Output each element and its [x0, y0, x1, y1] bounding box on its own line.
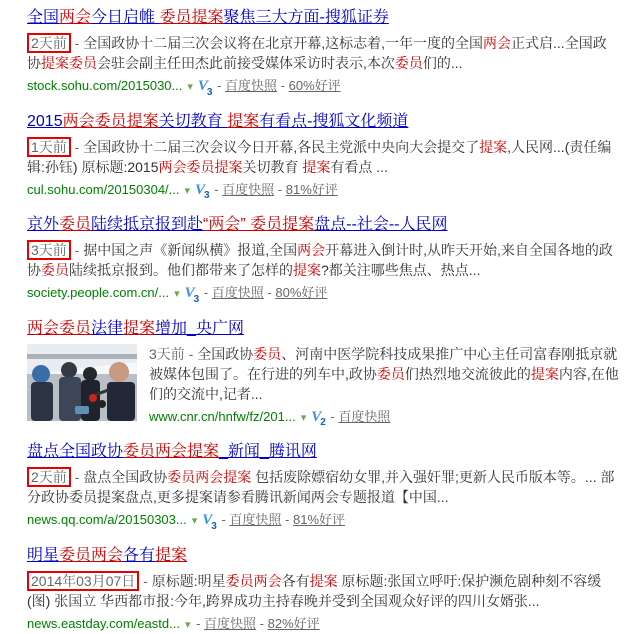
search-result	[27, 319, 619, 431]
highlighted-keyword: 两会	[59, 9, 92, 26]
result-body	[27, 240, 619, 307]
result-thumbnail[interactable]	[27, 344, 137, 421]
text-segment: 们的...	[422, 55, 463, 71]
snippet-text	[27, 242, 613, 278]
result-content	[27, 571, 619, 634]
v-letter: V	[202, 512, 213, 529]
text-segment: 盘点全国政协	[27, 443, 124, 461]
highlighted-keyword: 提案	[293, 262, 321, 279]
result-date: 3天前	[149, 345, 185, 362]
text-segment: 全国政协十二届三次会议将在北京开幕,这标志着,一年一度的全国	[83, 35, 484, 51]
rating-link[interactable]: 82%好评	[267, 615, 320, 631]
result-date: 2天前	[27, 467, 71, 487]
baidu-v-badge[interactable]	[184, 285, 201, 305]
chevron-down-icon[interactable]: ▾	[174, 288, 180, 301]
result-content	[27, 467, 619, 534]
text-segment: ,人民网...(责任编辑:孙钰) 原标题:2015	[27, 138, 612, 175]
separator: -	[192, 615, 205, 631]
snippet-text	[149, 346, 619, 402]
result-body	[27, 344, 619, 431]
highlighted-keyword: 委员两会提案	[123, 443, 220, 461]
baidu-snapshot-link[interactable]: 百度快照	[338, 408, 391, 424]
highlighted-keyword: 委员两会	[59, 546, 124, 564]
highlighted-keyword: 提案	[479, 138, 508, 155]
text-segment: 关切教育	[158, 112, 228, 130]
v-level: 3	[204, 190, 210, 202]
text-segment: 内容,在他们的交流中,记者...	[149, 365, 619, 402]
text-segment: 原标题:明星	[151, 572, 226, 589]
text-segment: 今日启帷	[91, 9, 160, 26]
v-level: 3	[206, 86, 213, 98]
result-meta	[27, 511, 619, 534]
result-snippet	[149, 344, 619, 404]
baidu-snapshot-link[interactable]: 百度快照	[229, 512, 282, 528]
result-title-link[interactable]	[27, 546, 619, 566]
highlighted-keyword: 两会委员提案	[62, 112, 159, 130]
date-separator: -	[184, 345, 198, 362]
text-segment: 法律	[91, 319, 124, 337]
result-meta	[27, 181, 619, 204]
result-content	[149, 344, 619, 431]
highlighted-keyword: 两会	[297, 242, 326, 259]
date-separator: -	[70, 242, 84, 259]
snippet-text	[27, 469, 614, 505]
v-letter: V	[311, 408, 322, 425]
date-separator: -	[70, 35, 84, 51]
result-snippet	[27, 33, 615, 73]
result-snippet	[27, 467, 615, 507]
chevron-down-icon[interactable]: ▾	[191, 515, 198, 528]
text-segment: 2015	[27, 112, 63, 130]
result-body	[27, 33, 619, 100]
highlighted-keyword: 委员两会提案	[167, 469, 252, 486]
baidu-v-badge[interactable]	[202, 512, 218, 532]
text-segment: 增加_央广网	[155, 319, 244, 337]
separator: -	[213, 78, 226, 93]
highlighted-keyword: 两会委员	[27, 319, 92, 337]
rating-link[interactable]: 60%好评	[288, 78, 341, 93]
result-url: cul.sohu.com/20150304/...	[27, 181, 180, 197]
rating-link[interactable]: 80%好评	[275, 285, 328, 301]
text-segment: 盘点全国政协	[83, 469, 168, 486]
text-segment: 明星	[27, 546, 60, 564]
text-segment: 有看点-搜狐文化频道	[259, 112, 409, 130]
baidu-snapshot-link[interactable]: 百度快照	[204, 615, 257, 631]
result-content	[27, 33, 619, 100]
chevron-down-icon[interactable]: ▾	[184, 184, 191, 197]
baidu-snapshot-link[interactable]: 百度快照	[211, 285, 264, 301]
text-segment: 开幕进入倒计时,从昨天开始,来自全国各地的政协	[27, 242, 613, 279]
separator: -	[210, 181, 223, 197]
highlighted-keyword: 委员	[59, 216, 92, 234]
result-content	[27, 137, 619, 204]
date-separator: -	[139, 572, 152, 589]
search-result	[27, 215, 619, 307]
highlighted-keyword: 提案	[227, 112, 260, 130]
result-snippet	[27, 137, 615, 177]
text-segment: 各有	[281, 572, 310, 589]
result-url: news.eastday.com/eastd...	[27, 615, 180, 631]
result-title-link[interactable]	[27, 215, 619, 235]
result-content	[27, 240, 619, 307]
search-result	[27, 442, 619, 534]
highlighted-keyword: 委员提案	[159, 9, 224, 26]
highlighted-keyword: 提案	[155, 546, 188, 564]
date-separator: -	[70, 138, 84, 155]
result-title-link[interactable]	[27, 112, 619, 132]
result-date: 1天前	[27, 137, 71, 157]
text-segment: 盘点--社会--人民网	[314, 216, 448, 234]
result-body	[27, 571, 619, 634]
text-segment: _新闻_腾讯网	[219, 443, 317, 461]
highlighted-keyword: 提案	[123, 319, 156, 337]
rating-link[interactable]: 81%好评	[292, 512, 346, 528]
result-url: stock.sohu.com/2015030...	[27, 78, 183, 93]
result-meta	[149, 408, 619, 431]
baidu-snapshot-link[interactable]: 百度快照	[225, 78, 278, 93]
search-result	[27, 112, 619, 204]
separator: -	[200, 285, 212, 301]
search-result	[27, 8, 619, 100]
v-letter: V	[184, 285, 195, 302]
result-url: society.people.com.cn/...	[27, 285, 170, 301]
result-title-link[interactable]	[27, 442, 619, 462]
result-meta	[27, 77, 619, 100]
highlighted-keyword: 两会委员提案	[158, 158, 243, 175]
photo-icon	[27, 344, 137, 421]
text-segment: 陆续抵京报到赴	[91, 216, 204, 234]
highlighted-keyword: 委员	[253, 345, 282, 362]
result-meta	[27, 284, 619, 307]
separator: -	[274, 181, 286, 197]
v-level: 3	[211, 520, 217, 532]
text-segment: 们热烈地交流彼此的	[404, 365, 531, 382]
text-segment: 全国政协	[197, 345, 254, 362]
highlighted-keyword: 两会	[483, 35, 512, 51]
v-level: 3	[193, 293, 200, 305]
text-segment: 全国政协十二届三次会议今日开幕,各民主党派中央向大会提交了	[83, 138, 480, 155]
result-snippet	[27, 571, 615, 611]
text-segment: 据中国之声《新闻纵横》报道,全国	[83, 242, 298, 259]
text-segment: 、河南中医学院科技成果推广中心主任司富春刚抵京就被媒体包围了。在行进的列车中,政协	[149, 345, 618, 382]
highlighted-keyword: 委员两会	[225, 572, 282, 589]
separator: -	[281, 512, 293, 528]
separator: -	[326, 408, 339, 424]
rating-link[interactable]: 81%好评	[285, 181, 338, 197]
highlighted-keyword: 提案	[530, 365, 559, 382]
highlighted-keyword: “两会” 委员提案	[203, 216, 315, 234]
highlighted-keyword: 提案委员	[41, 55, 97, 71]
chevron-down-icon[interactable]: ▾	[300, 411, 307, 424]
result-date: 2天前	[27, 33, 71, 53]
baidu-v-badge[interactable]	[311, 408, 327, 429]
result-body	[27, 137, 619, 204]
baidu-snapshot-link[interactable]: 百度快照	[222, 181, 275, 197]
search-result	[27, 546, 619, 634]
result-url: www.cnr.cn/hnfw/fz/201...	[149, 408, 296, 424]
text-segment: 陆续抵京报到。他们都带来了怎样的	[69, 262, 293, 279]
v-level: 2	[320, 417, 326, 429]
highlighted-keyword: 委员	[394, 55, 423, 71]
result-date: 2014年03月07日	[27, 571, 139, 591]
separator: -	[256, 615, 268, 631]
text-segment: 各有	[123, 546, 156, 564]
date-separator: -	[70, 469, 84, 486]
text-segment: ?都关注哪些焦点、热点...	[321, 262, 481, 279]
result-snippet	[27, 240, 615, 280]
baidu-v-badge[interactable]	[197, 78, 214, 98]
result-url: news.qq.com/a/20150303...	[27, 512, 187, 528]
text-segment: 有看点 ...	[330, 158, 388, 175]
snippet-text	[27, 35, 607, 71]
result-meta	[27, 615, 619, 634]
separator: -	[277, 78, 289, 93]
text-segment: 包括废除嫖宿幼女罪,并入强奸罪;更新人民币版本等。... 部分政协委员提案盘点,更多提案请参看腾讯新闻两会专题报道【中国...	[27, 469, 615, 506]
text-segment: 正式启...全国政协	[27, 35, 607, 71]
highlighted-keyword: 委员	[41, 262, 69, 279]
result-title-link[interactable]	[27, 8, 619, 28]
chevron-down-icon[interactable]: ▾	[187, 81, 193, 93]
separator: -	[263, 285, 276, 301]
result-date: 3天前	[27, 240, 71, 260]
text-segment: 聚焦三大方面-搜狐证券	[223, 9, 389, 26]
v-letter: V	[195, 181, 206, 198]
highlighted-keyword: 提案	[309, 572, 338, 589]
result-title-link[interactable]	[27, 319, 619, 339]
result-body	[27, 467, 619, 534]
snippet-text	[27, 139, 611, 175]
search-results-list	[27, 8, 619, 634]
text-segment: 关切教育	[242, 158, 303, 175]
chevron-down-icon[interactable]: ▾	[184, 618, 191, 631]
text-segment: 会驻会副主任田杰此前接受媒体采访时表示,本次	[97, 55, 395, 71]
text-segment: 原标题:张国立呼吁:保护濒危剧种刻不容缓(图) 张国立 华西都市报:今年,跨界成功主持春晚并受到全国观众好评的四川女婿张...	[27, 572, 602, 609]
text-segment: 全国	[27, 9, 60, 26]
v-letter: V	[197, 78, 208, 94]
highlighted-keyword: 提案	[302, 158, 331, 175]
separator: -	[217, 512, 230, 528]
highlighted-keyword: 委员	[376, 365, 405, 382]
baidu-v-badge[interactable]	[195, 181, 211, 202]
text-segment: 京外	[27, 216, 60, 234]
